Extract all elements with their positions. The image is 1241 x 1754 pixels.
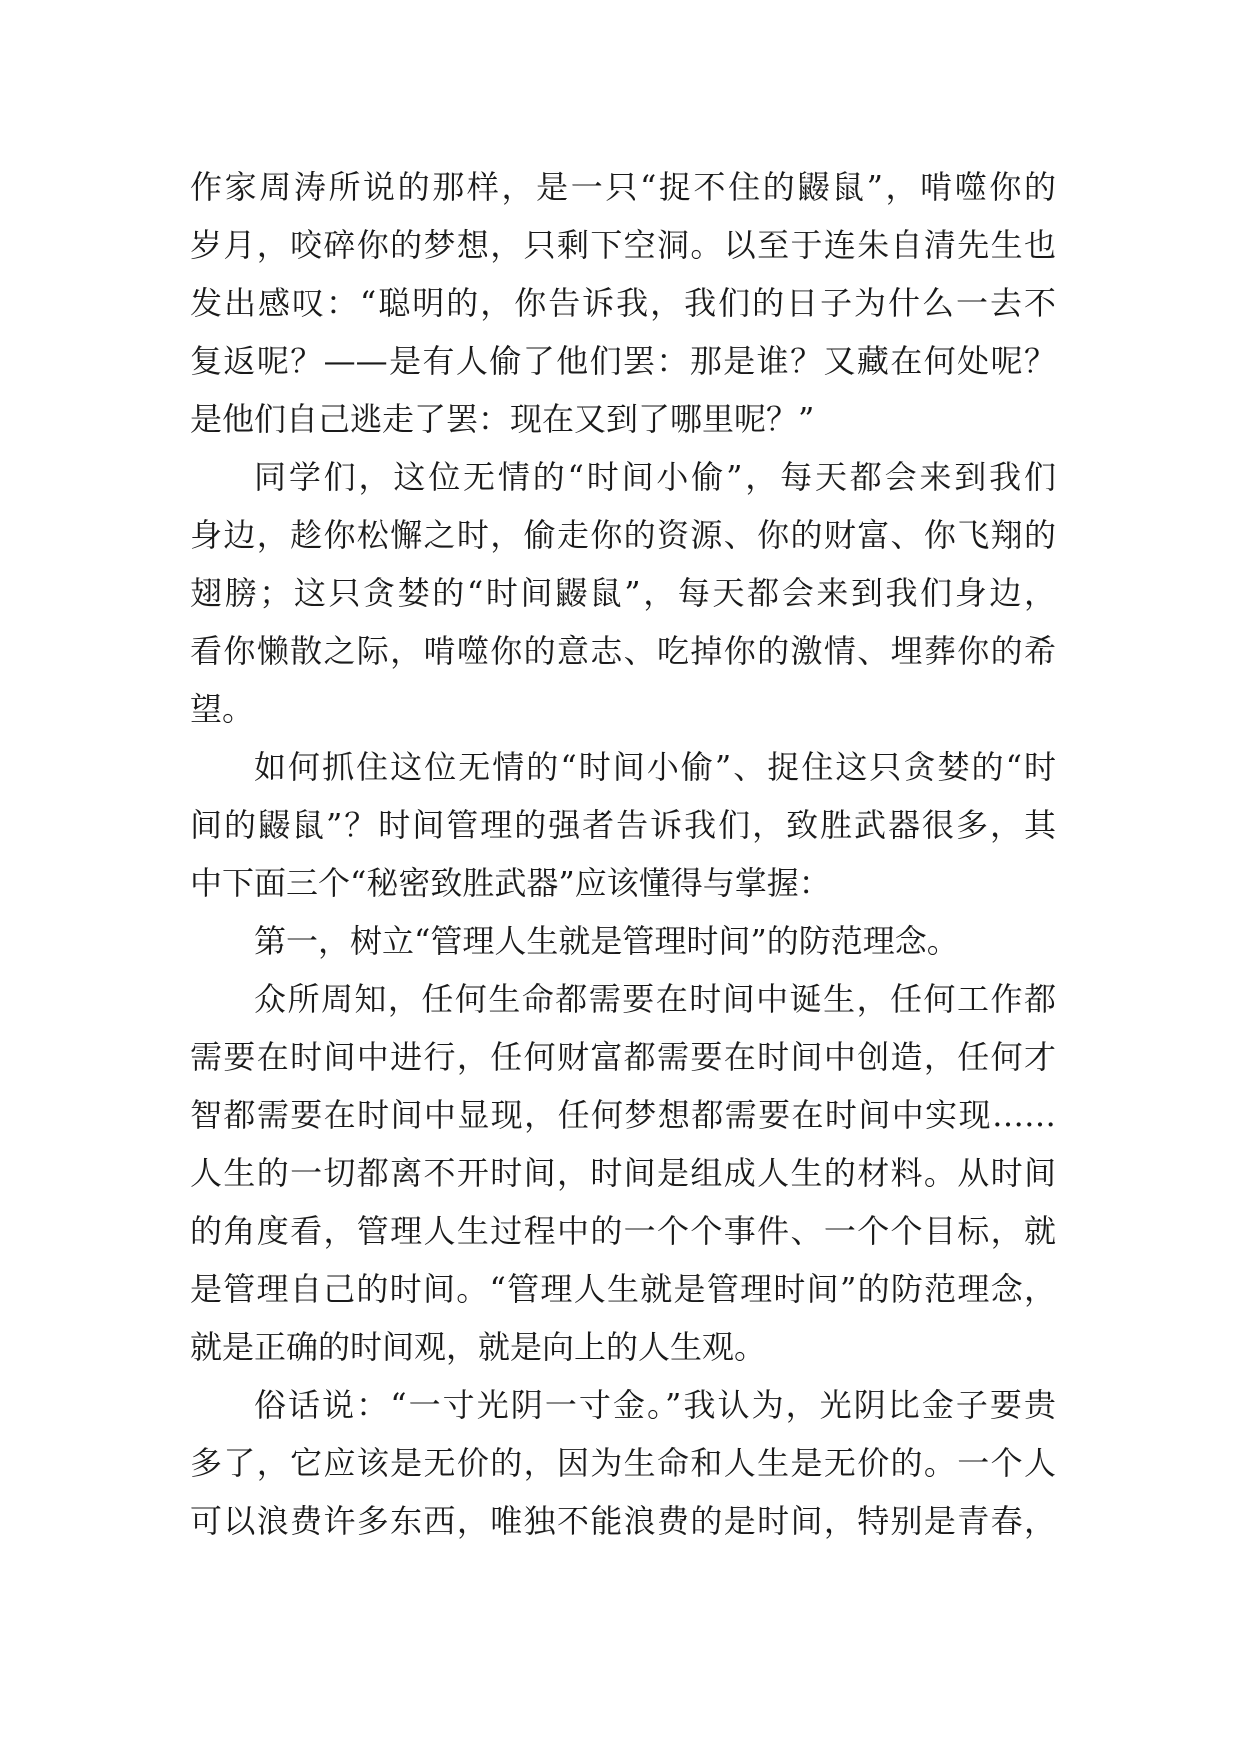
text-line: 间的鼹鼠”？时间管理的强者告诉我们，致胜武器很多，其 bbox=[190, 806, 1056, 844]
text-line: 复返呢？——是有人偷了他们罢：那是谁？又藏在何处呢？ bbox=[190, 342, 1056, 380]
text-line: 中下面三个“秘密致胜武器”应该懂得与掌握： bbox=[190, 864, 831, 902]
text-line: 是他们自己逃走了罢：现在又到了哪里呢？” bbox=[190, 400, 815, 438]
text-line: 多了，它应该是无价的，因为生命和人生是无价的。一个人 bbox=[190, 1444, 1056, 1482]
text-line: 同学们，这位无情的“时间小偷”，每天都会来到我们 bbox=[254, 458, 1056, 496]
text-line: 可以浪费许多东西，唯独不能浪费的是时间，特别是青春， bbox=[190, 1502, 1056, 1540]
text-line: 人生的一切都离不开时间，时间是组成人生的材料。从时间 bbox=[190, 1154, 1056, 1192]
text-line: 身边，趁你松懈之时，偷走你的资源、你的财富、你飞翔的 bbox=[190, 516, 1056, 554]
text-line: 翅膀；这只贪婪的“时间鼹鼠”，每天都会来到我们身边， bbox=[190, 574, 1056, 612]
text-line: 如何抓住这位无情的“时间小偷”、捉住这只贪婪的“时 bbox=[254, 748, 1056, 786]
text-line: 是管理自己的时间。“管理人生就是管理时间”的防范理念， bbox=[190, 1270, 1056, 1308]
text-line: 需要在时间中进行，任何财富都需要在时间中创造，任何才 bbox=[190, 1038, 1056, 1076]
text-line: 的角度看，管理人生过程中的一个个事件、一个个目标，就 bbox=[190, 1212, 1056, 1250]
text-line: 俗话说：“一寸光阴一寸金。”我认为，光阴比金子要贵 bbox=[254, 1386, 1056, 1424]
text-line: 第一，树立“管理人生就是管理时间”的防范理念。 bbox=[254, 922, 959, 960]
text-line: 发出感叹：“聪明的，你告诉我，我们的日子为什么一去不 bbox=[190, 284, 1056, 322]
text-line: 岁月，咬碎你的梦想，只剩下空洞。以至于连朱自清先生也 bbox=[190, 226, 1056, 264]
text-line: 看你懒散之际，啃噬你的意志、吃掉你的激情、埋葬你的希 bbox=[190, 632, 1056, 670]
text-line: 望。 bbox=[190, 690, 255, 728]
text-line: 就是正确的时间观，就是向上的人生观。 bbox=[190, 1328, 767, 1366]
text-line: 智都需要在时间中显现，任何梦想都需要在时间中实现…… bbox=[190, 1096, 1056, 1134]
text-line: 众所周知，任何生命都需要在时间中诞生，任何工作都 bbox=[254, 980, 1056, 1018]
document-body bbox=[190, 158, 1056, 1550]
text-line: 作家周涛所说的那样，是一只“捉不住的鼹鼠”，啃噬你的 bbox=[190, 168, 1056, 206]
